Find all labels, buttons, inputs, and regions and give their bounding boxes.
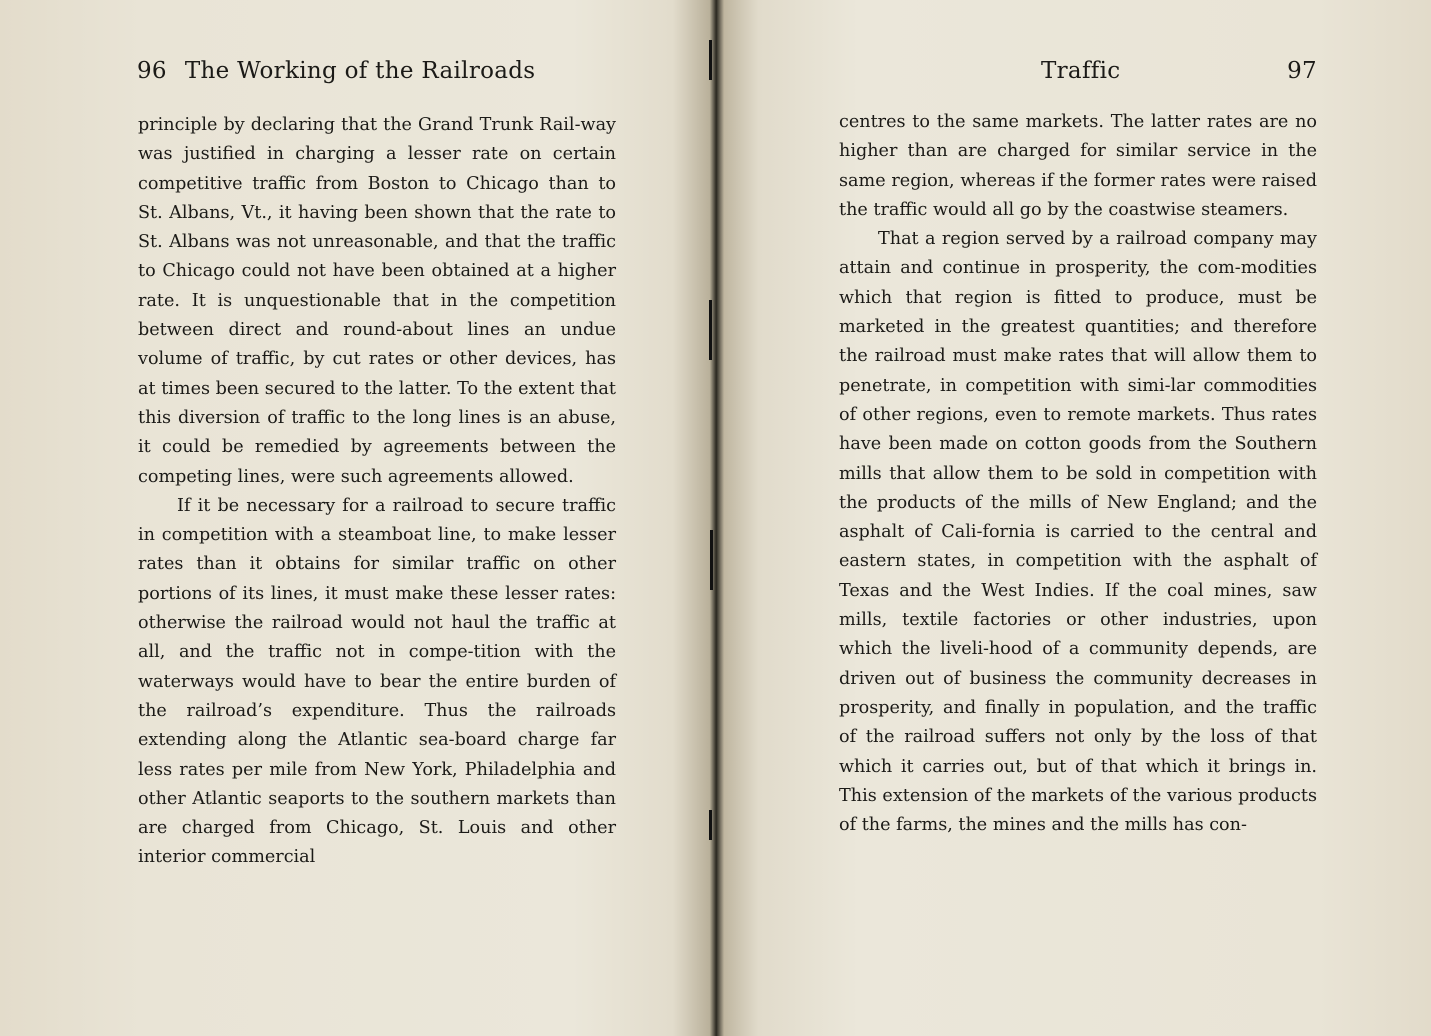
right-page (731, 0, 1431, 1036)
left-running-head (137, 58, 617, 84)
left-page-body (138, 111, 616, 873)
spine-binding-mark (709, 810, 712, 840)
right-page-title: Traffic (1041, 58, 1121, 84)
right-page-body (839, 108, 1317, 840)
right-page-number: 97 (1287, 58, 1317, 84)
left-paragraph-2: If it be necessary for a railroad to secure traffic in competition with a steamboat line, to make lesser rates than it obtains for similar traffic on other portions of its lines, it must make these lesser rates: otherwise the railroad would not haul the traffic at all, and the traffic not in compe-tition with the waterways would have to bear the entire burden of the railroad’s expenditure. Thus the railroads extending along the Atlantic sea-board charge far less rates per mile from New York, Philadelphia and other Atlantic seaports to the southern markets than are charged from Chicago, St. Louis and other interior commercial (138, 495, 616, 868)
left-page-number: 96 (137, 58, 167, 84)
right-paragraph-2: That a region served by a railroad company may attain and continue in prosperity, the com-modities which that region is fitted to produce, must be marketed in the greatest quantities; and therefore the railroad must make rates that will allow them to penetrate, in competition with simi-lar commodities of other regions, even to remote markets. Thus rates have been made on cotton goods from the Southern mills that allow them to be sold in competition with the products of the mills of New England; and the asphalt of Cali-fornia is carried to the central and eastern states, in competition with the asphalt of Texas and the West Indies. If the coal mines, saw mills, textile factories or other industries, upon which the liveli-hood of a community depends, are driven out of business the community decreases in prosperity, and finally in population, and the traffic of the railroad suffers not only by the loss of that which it carries out, but of that which it brings in. This extension of the markets of the various products of the farms, the mines and the mills has con- (839, 229, 1317, 836)
spine-binding-mark (709, 40, 712, 80)
right-paragraph-1: centres to the same markets. The latter rates are no higher than are charged for similar service in the same region, whereas if the former rates were raised the traffic would all go by the coastwise steamers. (839, 112, 1317, 220)
left-paragraph-1: principle by declaring that the Grand Trunk Rail-way was justified in charging a lesser rate on certain competitive traffic from Boston to Chicago than to St. Albans, Vt., it having been shown that the rate to St. Albans was not unreasonable, and that the traffic to Chicago could not have been obtained at a higher rate. It is unquestionable that in the competition between direct and round-about lines an undue volume of traffic, by cut rates or other devices, has at times been secured to the latter. To the extent that this diversion of traffic to the long lines is an abuse, it could be remedied by agreements between the competing lines, were such agreements allowed. (138, 115, 616, 487)
spine-binding-mark (709, 300, 712, 360)
left-page-title: The Working of the Railroads (184, 58, 536, 84)
spine-binding-mark (710, 530, 713, 590)
left-page (0, 0, 700, 1036)
